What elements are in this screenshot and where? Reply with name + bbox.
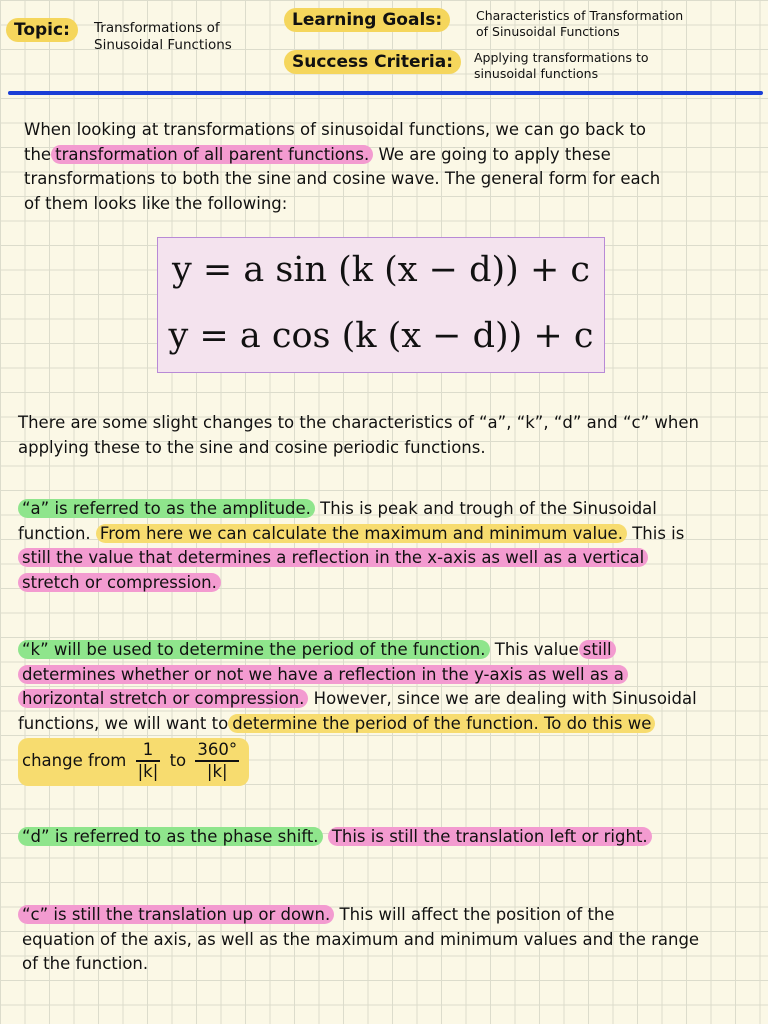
topic-line-2: Sinusoidal Functions xyxy=(94,37,232,53)
fraction-1-denominator: |k| xyxy=(137,762,159,781)
k-stretch-highlight: horizontal stretch or compression. xyxy=(18,689,308,708)
changes-line-2: applying these to the sine and cosine periodic functions. xyxy=(18,437,486,457)
k-line-3 xyxy=(18,687,758,712)
a-stretch-highlight: stretch or compression. xyxy=(18,573,221,592)
intro-line-4: of them looks like the following: xyxy=(24,193,288,213)
k-line-4 xyxy=(18,712,758,737)
c-line-1 xyxy=(18,903,758,928)
sine-formula: y = a sin (k (x − d)) + c xyxy=(171,250,591,290)
cosine-formula: y = a cos (k (x − d)) + c xyxy=(168,316,594,356)
c-term-highlight: “c” is still the translation up or down. xyxy=(18,905,334,924)
k-term-highlight: “k” will be used to determine the period of the function. xyxy=(18,640,490,659)
fraction-2-numerator: 360° xyxy=(195,740,239,762)
k-line-3b: However, since we are dealing with Sinusoidal xyxy=(313,689,697,708)
intro-line-2a: the xyxy=(24,144,52,164)
a-term-highlight: “a” is referred to as the amplitude. xyxy=(18,499,315,518)
a-line-4 xyxy=(18,571,758,596)
topic-label: Topic: xyxy=(6,18,78,42)
k-still-highlight: still xyxy=(579,640,616,659)
d-section xyxy=(18,825,758,850)
header-divider xyxy=(8,91,763,95)
d-translation-highlight: This is still the translation left or right. xyxy=(328,827,652,846)
a-line-2 xyxy=(18,522,758,547)
k-line-2 xyxy=(18,663,758,688)
formula-box xyxy=(157,237,605,373)
intro-line-2 xyxy=(18,143,758,168)
d-term-highlight: “d” is referred to as the phase shift. xyxy=(18,827,323,846)
k-reflection-highlight: determines whether or not we have a reflection in the y-axis as well as a xyxy=(18,665,628,684)
changes-line-1: There are some slight changes to the characteristics of “a”, “k”, “d” and “c” when xyxy=(18,413,699,432)
fraction-1-numerator: 1 xyxy=(136,740,161,762)
a-line-2a: function. xyxy=(18,523,91,543)
a-section xyxy=(18,497,758,595)
k-line-5 xyxy=(18,738,758,786)
k-line-1b: This value xyxy=(494,640,579,659)
highlight-parent-functions: transformation of all parent functions. xyxy=(51,145,373,164)
learning-goals-label: Learning Goals: xyxy=(284,8,450,32)
topic-line-1: Transformations of xyxy=(94,20,220,36)
k-line-1 xyxy=(18,638,758,663)
changes-paragraph xyxy=(18,411,758,460)
criteria-line-2: sinusoidal functions xyxy=(474,66,599,81)
a-line-3 xyxy=(18,546,758,571)
intro-line-1: When looking at transformations of sinusoidal functions, we can go back to xyxy=(24,120,647,139)
topic-text xyxy=(94,20,232,54)
fraction-1-over-k xyxy=(136,740,161,782)
c-line-3: of the function. xyxy=(22,954,149,973)
k-section xyxy=(18,638,758,786)
c-line-2: equation of the axis, as well as the maximum and minimum values and the range xyxy=(22,929,700,949)
header xyxy=(0,0,768,100)
goals-line-2: of Sinusoidal Functions xyxy=(476,24,620,39)
c-section xyxy=(18,903,758,977)
a-line-1b: This is peak and trough of the Sinusoidal xyxy=(320,499,657,518)
intro-paragraph xyxy=(18,118,758,216)
k-line-4a: functions, we will want to xyxy=(18,713,229,733)
a-line-1 xyxy=(18,497,758,522)
intro-line-3: transformations to both the sine and cosine wave. The general form for each xyxy=(24,169,661,188)
k-change-from: change from xyxy=(22,750,127,770)
c-line-1b: This will affect the position of the xyxy=(339,905,615,924)
k-period-highlight: determine the period of the function. To do this we xyxy=(228,714,655,733)
fraction-360-over-k xyxy=(195,740,239,782)
success-criteria-text xyxy=(474,50,649,82)
learning-goals-text xyxy=(476,8,683,40)
a-line-2c: This is xyxy=(632,523,685,543)
criteria-line-1: Applying transformations to xyxy=(474,50,649,65)
success-criteria-label: Success Criteria: xyxy=(284,50,461,74)
a-reflection-highlight: still the value that determines a reflection in the x-axis as well as a vertical xyxy=(18,548,648,567)
a-max-min-highlight: From here we can calculate the maximum and minimum value. xyxy=(96,524,627,543)
k-to: to xyxy=(169,750,187,770)
fraction-2-denominator: |k| xyxy=(206,762,228,781)
intro-line-2c: We are going to apply these xyxy=(378,144,611,164)
k-period-formula-highlight xyxy=(18,738,249,786)
goals-line-1: Characteristics of Transformation xyxy=(476,8,684,23)
